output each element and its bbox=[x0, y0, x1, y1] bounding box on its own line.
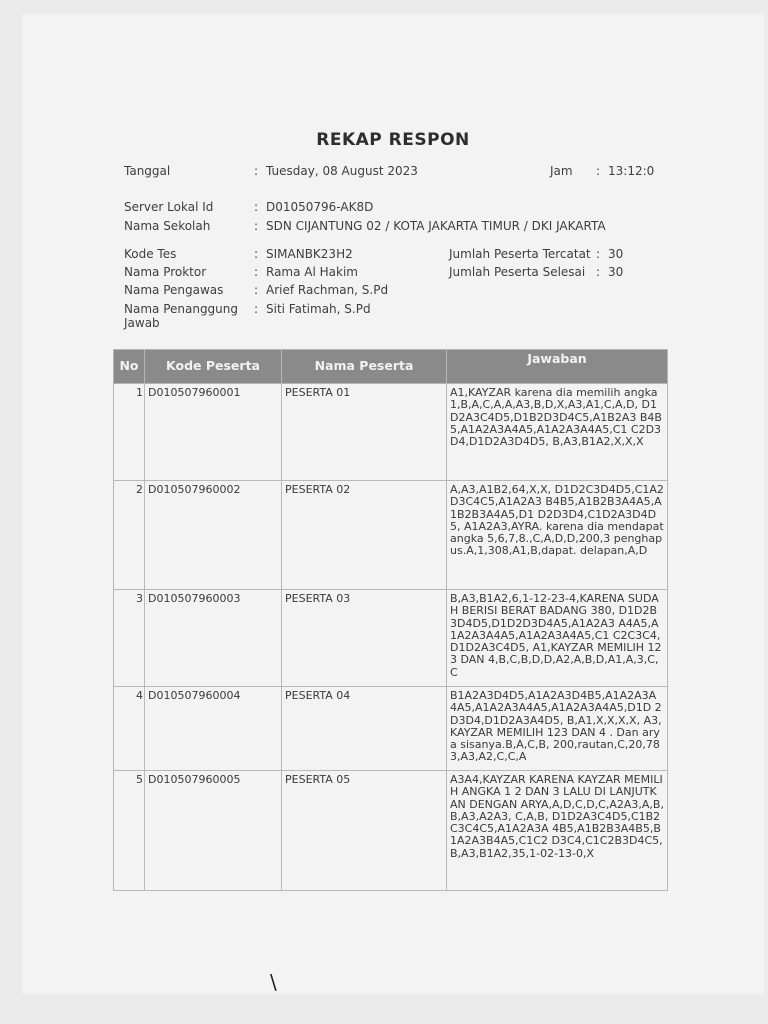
row-kode: D010507960001 bbox=[145, 384, 282, 481]
header-jawaban: Jawaban bbox=[447, 350, 668, 384]
row-jawaban: B,A3,B1A2,6,1-12-23-4,KARENA SUDAH BERISI BERAT BADANG 380, D1D2B3D4D5,D1D2D3D4A5,A1A2A3 A4A5,A1A2A3A4A5,A1A2A3A4A5,C1 C2C3C4,D1D2A3C4D5, A1,KAYZAR MEMILIH 123 DAN 4,B,C,B,D,D,A2,A,B,D,A1,A,3,C,C bbox=[447, 590, 668, 687]
table-row bbox=[114, 590, 668, 687]
penanggung-value: Siti Fatimah, S.Pd bbox=[266, 302, 371, 316]
colon: : bbox=[596, 247, 601, 261]
header-no: No bbox=[114, 350, 145, 384]
table-row bbox=[114, 384, 668, 481]
colon: : bbox=[254, 302, 259, 316]
document-title: REKAP RESPON bbox=[316, 130, 470, 150]
row-nama: PESERTA 01 bbox=[282, 384, 447, 481]
tercatat-value: 30 bbox=[608, 247, 624, 261]
colon: : bbox=[254, 247, 259, 261]
colon: : bbox=[254, 283, 259, 297]
jam-label: Jam bbox=[550, 164, 573, 178]
colon: : bbox=[254, 219, 259, 233]
row-jawaban: A3A4,KAYZAR KARENA KAYZAR MEMILIH ANGKA 1 2 DAN 3 LALU DI LANJUTKAN DENGAN ARYA,A,D,C,D,C,A2A3,A,B,B,A3,A2A3, C,A,B, D1D2A3C4D5,C1B2C3C4C5,A1A2A3A 4B5,A1B2B3A4B5,B1A2A3B4A5,C1C2 D3C4,C1C2B3D4C5, B,A3,B1A2,35,1-02-13-0,X bbox=[447, 771, 668, 891]
tercatat-label: Jumlah Peserta Tercatat bbox=[449, 247, 591, 261]
pen-stroke-mark: \ bbox=[270, 970, 277, 994]
colon: : bbox=[596, 265, 601, 279]
penanggung-label-2: Jawab bbox=[124, 316, 160, 330]
server-value: D01050796-AK8D bbox=[266, 200, 374, 214]
row-kode: D010507960002 bbox=[145, 481, 282, 590]
colon: : bbox=[596, 164, 601, 178]
table-row bbox=[114, 481, 668, 590]
header-nama-peserta: Nama Peserta bbox=[282, 350, 447, 384]
info-tanggal bbox=[124, 164, 684, 179]
info-proktor bbox=[124, 265, 684, 280]
row-jawaban: A,A3,A1B2,64,X,X, D1D2C3D4D5,C1A2D3C4C5,A1A2A3 B4B5,A1B2B3A4A5,A1B2B3A4A5,D1 D2D3D4,C1D2A3D4D5, A1A2A3,AYRA. karena dia mendapat angka 5,6,7,8.,C,A,D,D,200,3 penghapus.A,1,308,A1,B,dapat. delapan,A,D bbox=[447, 481, 668, 590]
header-kode-peserta: Kode Peserta bbox=[145, 350, 282, 384]
sekolah-value: SDN CIJANTUNG 02 / KOTA JAKARTA TIMUR / DKI JAKARTA bbox=[266, 219, 606, 233]
colon: : bbox=[254, 164, 259, 178]
row-nama: PESERTA 05 bbox=[282, 771, 447, 891]
kode-tes-label: Kode Tes bbox=[124, 247, 177, 261]
pengawas-value: Arief Rachman, S.Pd bbox=[266, 283, 389, 297]
row-kode: D010507960003 bbox=[145, 590, 282, 687]
row-no: 3 bbox=[114, 590, 145, 687]
response-table bbox=[113, 349, 668, 891]
sekolah-label: Nama Sekolah bbox=[124, 219, 211, 233]
selesai-value: 30 bbox=[608, 265, 624, 279]
info-sekolah bbox=[124, 219, 684, 234]
selesai-label: Jumlah Peserta Selesai bbox=[449, 265, 586, 279]
row-no: 1 bbox=[114, 384, 145, 481]
table-row bbox=[114, 771, 668, 891]
row-kode: D010507960004 bbox=[145, 687, 282, 771]
row-jawaban: B1A2A3D4D5,A1A2A3D4B5,A1A2A3A 4A5,A1A2A3A4A5,A1A2A3A4A5,D1D 2D3D4,D1D2A3A4D5, B,A1,X,X,X,X, A3,KAYZAR MEMILIH 123 DAN 4 . Dan arya sisanya.B,A,C,B, 200,rautan,C,20,783,A3,A2,C,C,A bbox=[447, 687, 668, 771]
row-nama: PESERTA 02 bbox=[282, 481, 447, 590]
colon: : bbox=[254, 265, 259, 279]
table-header-row bbox=[114, 350, 668, 384]
tanggal-label: Tanggal bbox=[124, 164, 171, 178]
penanggung-label-1: Nama Penanggung bbox=[124, 302, 239, 316]
row-kode: D010507960005 bbox=[145, 771, 282, 891]
proktor-label: Nama Proktor bbox=[124, 265, 207, 279]
row-jawaban: A1,KAYZAR karena dia memilih angka 1,B,A,C,A,A,A3,B,D,X,A3,A1,C,A,D, D1D2A3C4D5,D1B2D3D4C5,A1B2A3 B4B5,A1A2A3A4A5,A1A2A3A4A5,C1 C2D3D4,D1D2A3D4D5, B,A3,B1A2,X,X,X bbox=[447, 384, 668, 481]
row-nama: PESERTA 03 bbox=[282, 590, 447, 687]
server-label: Server Lokal Id bbox=[124, 200, 214, 214]
tanggal-value: Tuesday, 08 August 2023 bbox=[266, 164, 418, 178]
info-pengawas bbox=[124, 283, 684, 298]
kode-tes-value: SIMANBK23H2 bbox=[266, 247, 353, 261]
row-no: 5 bbox=[114, 771, 145, 891]
info-server bbox=[124, 200, 684, 215]
pengawas-label: Nama Pengawas bbox=[124, 283, 224, 297]
jam-value: 13:12:0 bbox=[608, 164, 655, 178]
row-nama: PESERTA 04 bbox=[282, 687, 447, 771]
proktor-value: Rama Al Hakim bbox=[266, 265, 358, 279]
table-row bbox=[114, 687, 668, 771]
colon: : bbox=[254, 200, 259, 214]
info-kode-tes bbox=[124, 247, 684, 262]
row-no: 4 bbox=[114, 687, 145, 771]
row-no: 2 bbox=[114, 481, 145, 590]
info-penanggung bbox=[124, 302, 684, 332]
